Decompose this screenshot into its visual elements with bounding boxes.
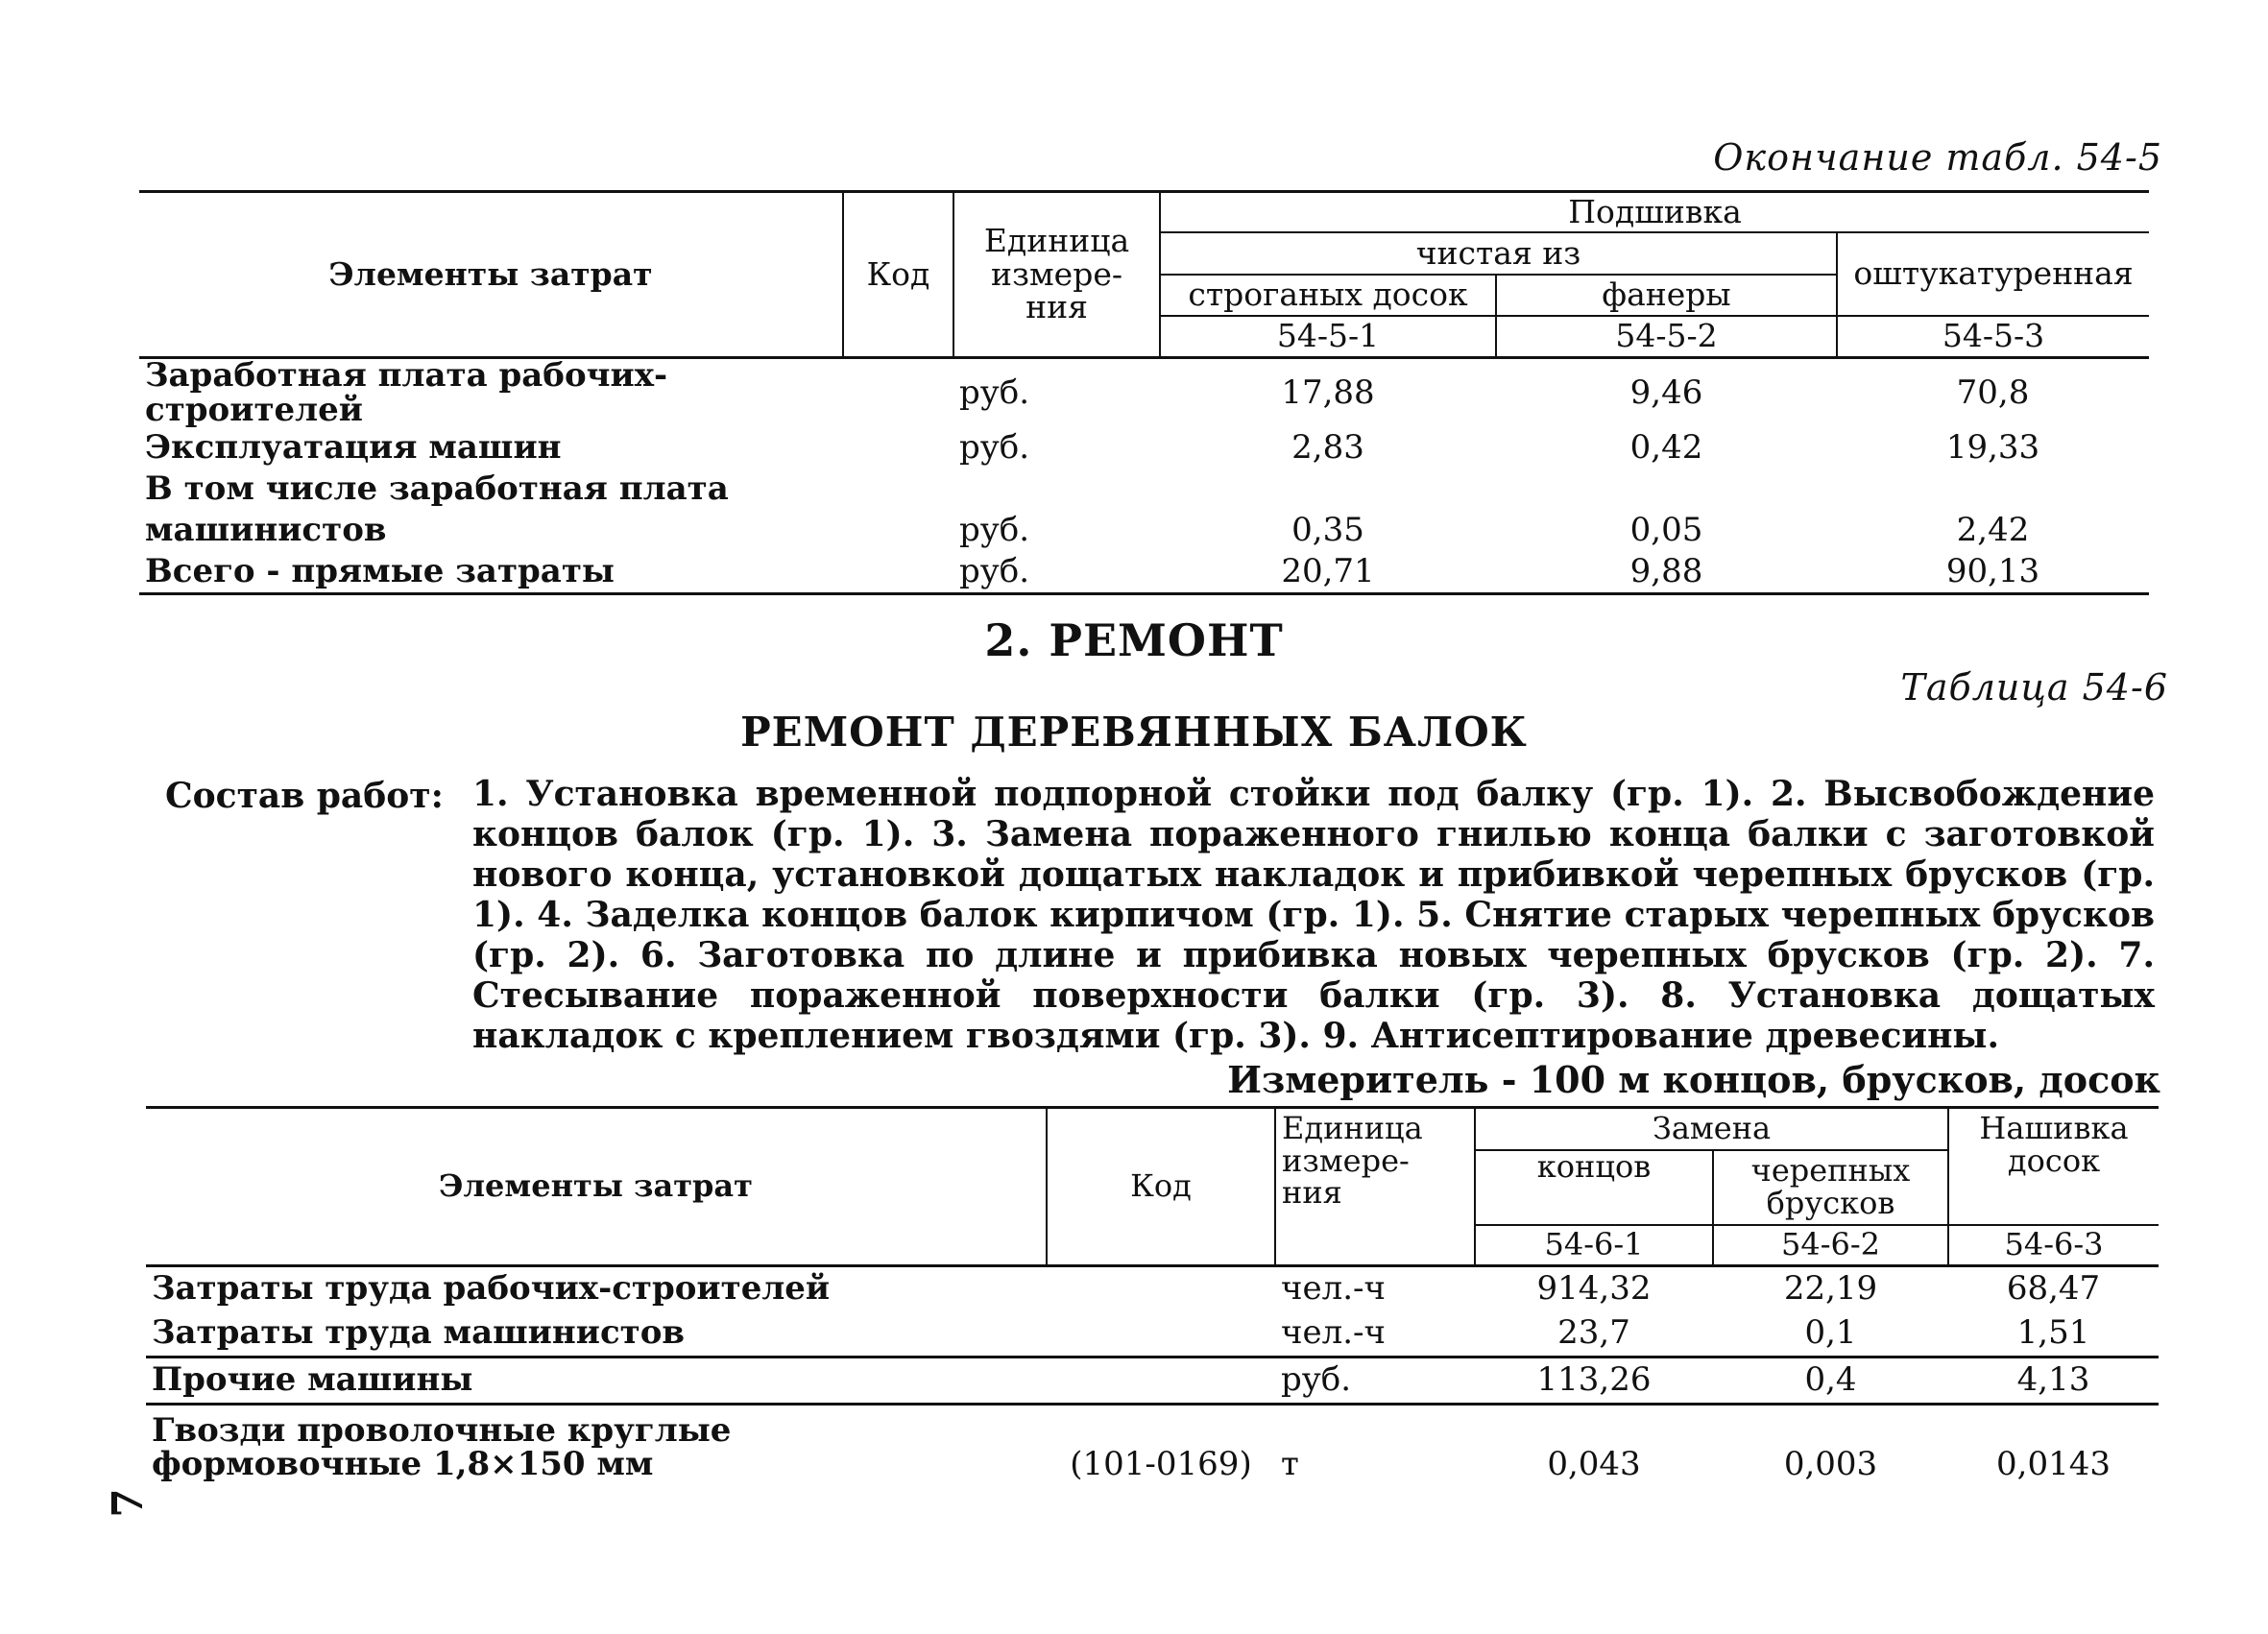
row-code [1047,1358,1275,1405]
row-code [1047,1266,1275,1312]
work-composition-text: 1. Установка временной подпорной стойки под балку (гр. 1). 2. Высвобождение концов балок (гр. 1). 3. Замена пораженного гнилью конца балки с заготовкой нового конца, установкой дощатых накладок и прибивкой черепных брусков (гр. 1). 4. Заделка концов балок кирпичом (гр. 1). 5. Снятие старых черепных брусков (гр. 2). 6. Заготовка по длине и прибивка новых черепных брусков (гр. 2). 7. Стесывание пораженной поверхности балки (гр. 3). 8. Установка дощатых накладок с креплением гвоздями (гр. 3). 9. Антисептирование древесины. [472,774,2155,1056]
header-code-1: 54-6-1 [1475,1225,1713,1266]
page-mark: 7 [103,1488,153,1518]
header-code: Код [843,192,953,358]
cost-table-54-6 [146,1106,2159,1486]
row-value: 9,46 [1629,372,1703,412]
header-unit: Единица измере- ния [953,192,1160,358]
row-value: 22,19 [1783,1269,1878,1309]
table-row [146,1405,2159,1487]
row-code [843,427,953,469]
row-value: 1,51 [1948,1311,2159,1358]
header-plastered: оштукатуренная [1837,232,2149,316]
row-unit: руб. [953,551,1160,594]
table-row [146,1358,2159,1405]
header-boards: Нашивка досок [1948,1108,2159,1226]
table-row [139,510,2149,551]
table-row [139,469,2149,510]
row-value [1837,469,2149,510]
row-name: Заработная плата рабочих-строителей [145,356,668,429]
row-value: 914,32 [1536,1269,1652,1309]
row-unit: руб. [1275,1358,1475,1405]
header-clean-from: чистая из [1160,232,1837,275]
row-name: Эксплуатация машин [145,428,562,468]
header-replacement: Замена [1475,1108,1948,1151]
row-value: 0,42 [1629,428,1703,468]
table-row [139,358,2149,428]
continuation-label: Окончание табл. 54-5 [1713,136,2162,179]
header-code-3: 54-6-3 [1948,1225,2159,1266]
table-title: РЕМОНТ ДЕРЕВЯННЫХ БАЛОК [740,709,1528,756]
row-value: 68,47 [2006,1269,2101,1309]
row-value: 4,13 [1948,1358,2159,1405]
header-code: Код [1047,1108,1275,1266]
row-unit: руб. [959,511,1030,550]
row-unit [953,469,1160,510]
table-row [139,427,2149,469]
row-value [1160,469,1496,510]
row-name: Затраты труда машинистов [146,1311,1047,1358]
cost-table-54-5 [139,190,2149,595]
row-code [843,358,953,428]
row-unit: чел.-ч [1275,1311,1475,1358]
row-unit: руб. [959,428,1030,468]
row-value: 9,88 [1496,551,1837,594]
row-name: Прочие машины [146,1358,1047,1405]
row-unit: чел.-ч [1281,1269,1386,1309]
header-elements: Элементы затрат [439,1167,753,1205]
row-value: 17,88 [1281,372,1375,412]
header-bars: черепных брусков [1713,1150,1948,1225]
row-value: 20,71 [1160,551,1496,594]
header-planed: строганых досок [1160,275,1496,316]
header-code-2: 54-5-2 [1496,316,1837,358]
row-name: Всего - прямые затраты [139,551,843,594]
row-value: 70,8 [1956,372,2030,412]
header-plywood: фанеры [1496,275,1837,316]
row-name: Гвозди проволочные круглые формовочные 1,8×150 мм [152,1410,732,1484]
row-code [843,510,953,551]
row-value: 90,13 [1837,551,2149,594]
header-group: Подшивка [1160,192,2149,233]
row-value: 23,7 [1475,1311,1713,1358]
header-code-1: 54-5-1 [1160,316,1496,358]
row-value: 0,003 [1783,1445,1878,1484]
row-code [843,469,953,510]
header-ends: концов [1475,1150,1713,1225]
row-name: Затраты труда рабочих-строителей [152,1269,831,1309]
row-value: 0,05 [1629,511,1703,550]
row-value: 2,83 [1291,428,1364,468]
row-value: 19,33 [1945,428,2040,468]
row-code: (101-0169) [1070,1445,1252,1484]
row-code [1047,1311,1275,1358]
header-code-2: 54-6-2 [1713,1225,1948,1266]
row-value: 0,0143 [1996,1445,2111,1484]
table-label: Таблица 54-6 [1900,666,2168,709]
table-row [146,1266,2159,1312]
section-title: 2. РЕМОНТ [984,614,1284,666]
row-unit: т [1281,1445,1299,1484]
row-value: 2,42 [1956,511,2030,550]
table-row [146,1311,2159,1358]
row-code [843,551,953,594]
header-elements: Элементы затрат [328,254,653,293]
row-unit: руб. [959,372,1030,412]
row-name: В том числе заработная плата [145,469,729,509]
table-row [139,551,2149,594]
measure-unit: Измеритель - 100 м концов, брусков, досок [1227,1058,2160,1101]
row-value: 0,043 [1547,1445,1641,1484]
work-composition-label: Состав работ: [165,776,444,816]
row-value: 113,26 [1475,1358,1713,1405]
header-code-3: 54-5-3 [1837,316,2149,358]
row-name: машинистов [145,511,387,550]
row-value: 0,4 [1713,1358,1948,1405]
row-value: 0,35 [1291,511,1364,550]
row-value [1496,469,1837,510]
row-value: 0,1 [1713,1311,1948,1358]
header-unit: Единица измере- ния [1275,1108,1475,1266]
